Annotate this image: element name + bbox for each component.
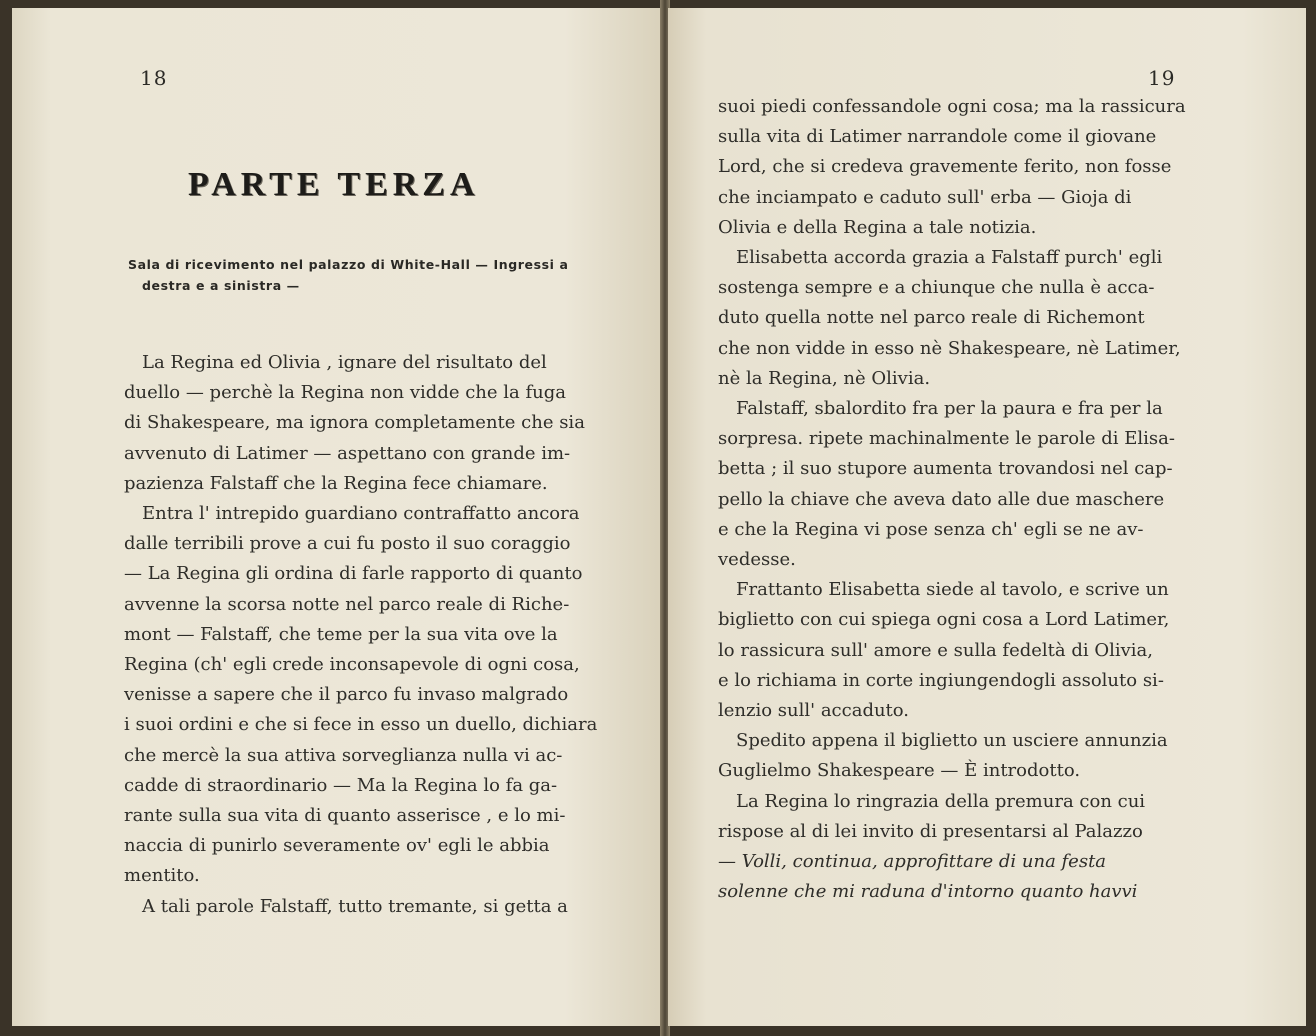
text-line: avvenne la scorsa notte nel parco reale di Riche- xyxy=(124,593,570,615)
text-line: Frattanto Elisabetta siede al tavolo, e scrive un xyxy=(736,579,1169,601)
right-page xyxy=(668,8,1306,1026)
text-line: A tali parole Falstaff, tutto tremante, si getta a xyxy=(142,895,568,917)
right-page-number: 19 xyxy=(1148,66,1176,90)
text-line: Spedito appena il biglietto un usciere annunzia xyxy=(736,730,1168,752)
text-line: cadde di straordinario — Ma la Regina lo fa ga- xyxy=(124,774,558,796)
text-line: pazienza Falstaff che la Regina fece chiamare. xyxy=(124,472,548,494)
text-line: sulla vita di Latimer narrandole come il giovane xyxy=(718,126,1157,148)
text-line: rispose al di lei invito di presentarsi al Palazzo xyxy=(718,820,1143,842)
text-line: sostenga sempre e a chiunque che nulla è acca- xyxy=(718,277,1155,299)
text-line: La Regina lo ringrazia della premura con cui xyxy=(736,790,1146,812)
text-line: e lo richiama in corte ingiungendogli assoluto si- xyxy=(718,669,1164,691)
left-body-text xyxy=(124,348,614,922)
text-line: betta ; il suo stupore aumenta trovandosi nel cap- xyxy=(718,458,1173,480)
text-line: dalle terribili prove a cui fu posto il suo coraggio xyxy=(124,533,571,555)
text-line: e che la Regina vi pose senza ch' egli se ne av- xyxy=(718,518,1144,540)
scene-line: destra e a sinistra — xyxy=(142,278,300,293)
text-line: di Shakespeare, ma ignora completamente che sia xyxy=(124,412,585,434)
text-line: Falstaff, sbalordito fra per la paura e fra per la xyxy=(736,398,1163,420)
text-line: biglietto con cui spiega ogni cosa a Lord Latimer, xyxy=(718,609,1170,631)
text-line: mont — Falstaff, che teme per la sua vita ove la xyxy=(124,623,558,645)
text-line: Regina (ch' egli crede inconsapevole di ogni cosa, xyxy=(124,654,580,676)
left-page-number: 18 xyxy=(140,66,168,90)
text-line: duto quella notte nel parco reale di Richemont xyxy=(718,307,1145,329)
scene-description xyxy=(128,254,628,296)
text-line: avvenuto di Latimer — aspettano con grande im- xyxy=(124,442,571,464)
text-line: che inciampato e caduto sull' erba — Gioja di xyxy=(718,186,1132,208)
text-line: duello — perchè la Regina non vidde che la fuga xyxy=(124,382,566,404)
text-line: mentito. xyxy=(124,865,200,887)
text-line: vedesse. xyxy=(718,549,796,571)
text-line: i suoi ordini e che si fece in esso un duello, dichiara xyxy=(124,714,598,736)
text-line: che non vidde in esso nè Shakespeare, nè Latimer, xyxy=(718,337,1181,359)
text-line: pello la chiave che aveva dato alle due maschere xyxy=(718,488,1165,510)
text-line: La Regina ed Olivia , ignare del risultato del xyxy=(142,352,547,373)
text-line: venisse a sapere che il parco fu invaso malgrado xyxy=(124,684,569,706)
text-line: solenne che mi raduna d'intorno quanto havvi xyxy=(718,881,1138,903)
text-line: — La Regina gli ordina di farle rapporto di quanto xyxy=(124,563,583,585)
text-line: naccia di punirlo severamente ov' egli le abbia xyxy=(124,835,550,857)
text-line: — Volli, continua, approfittare di una festa xyxy=(718,851,1107,873)
text-line: suoi piedi confessandole ogni cosa; ma la rassicura xyxy=(718,96,1186,117)
text-line: Olivia e della Regina a tale notizia. xyxy=(718,216,1037,238)
section-title: PARTE TERZA xyxy=(188,166,480,203)
right-body-text xyxy=(718,92,1238,907)
text-line: Guglielmo Shakespeare — È introdotto. xyxy=(718,760,1081,782)
scene-line: Sala di ricevimento nel palazzo di White-Hall — Ingressi a xyxy=(128,257,569,272)
text-line: rante sulla sua vita di quanto asserisce , e lo mi- xyxy=(124,805,566,827)
text-line: lo rassicura sull' amore e sulla fedeltà di Olivia, xyxy=(718,639,1153,661)
text-line: che mercè la sua attiva sorveglianza nulla vi ac- xyxy=(124,744,563,766)
text-line: nè la Regina, nè Olivia. xyxy=(718,367,931,389)
text-line: sorpresa. ripete machinalmente le parole di Elisa- xyxy=(718,428,1175,450)
left-page xyxy=(12,8,662,1026)
text-line: Elisabetta accorda grazia a Falstaff purch' egli xyxy=(736,247,1163,269)
text-line: Entra l' intrepido guardiano contraffatto ancora xyxy=(142,503,580,525)
text-line: Lord, che si credeva gravemente ferito, non fosse xyxy=(718,156,1172,178)
text-line: lenzio sull' accaduto. xyxy=(718,700,910,722)
